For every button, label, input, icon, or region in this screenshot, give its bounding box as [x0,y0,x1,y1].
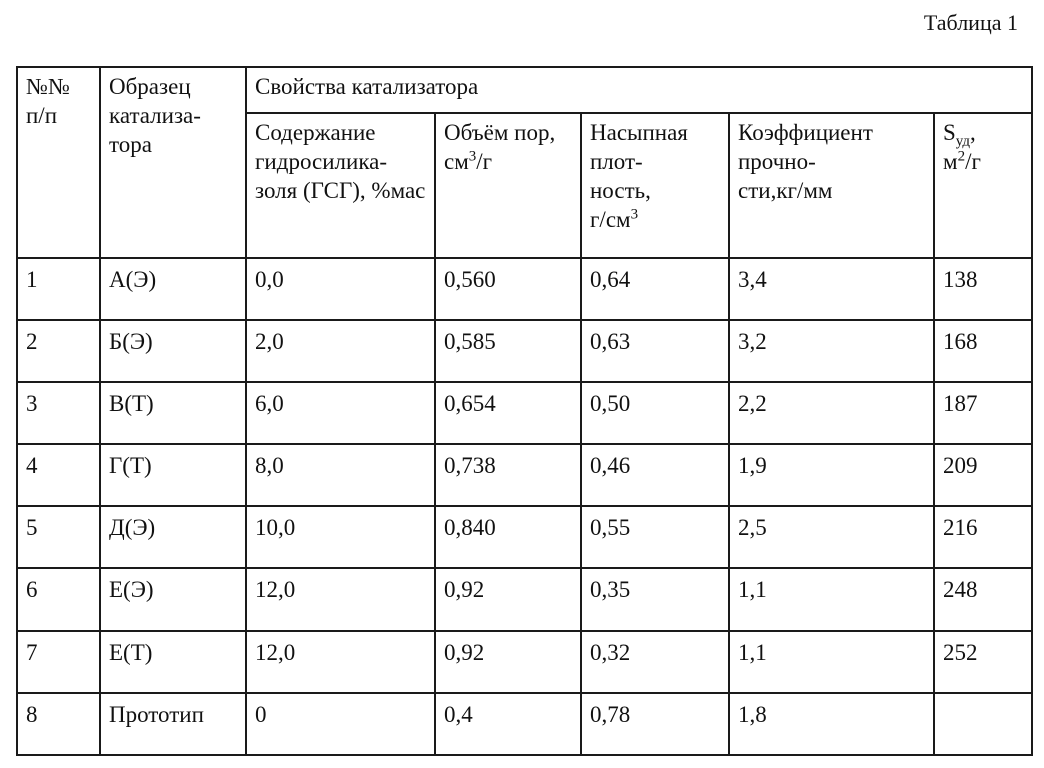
cell-surface-area [934,693,1032,755]
table-caption: Таблица 1 [923,10,1018,35]
cell-pore-volume: 0,654 [435,382,581,444]
table-row [17,382,1032,444]
cell-strength: 1,8 [729,693,934,755]
cell-pore-volume: 0,4 [435,693,581,755]
cell-strength: 3,2 [729,320,934,382]
table-row [17,444,1032,506]
cell-strength: 3,4 [729,258,934,320]
cell-bulk-density: 0,63 [581,320,729,382]
cell-gsg: 12,0 [246,568,435,630]
cell-surface-area: 252 [934,631,1032,693]
cell-bulk-density: 0,55 [581,506,729,568]
cell-bulk-density: 0,46 [581,444,729,506]
cell-pore-volume: 0,92 [435,631,581,693]
cell-surface-area: 138 [934,258,1032,320]
header-strength: Коэффициент прочно- сти,кг/мм [729,113,934,257]
cell-sample: Д(Э) [100,506,246,568]
cell-sample: Б(Э) [100,320,246,382]
cell-strength: 1,1 [729,631,934,693]
header-bulk-density-sup: 3 [630,206,639,223]
cell-bulk-density: 0,78 [581,693,729,755]
cell-surface-area: 216 [934,506,1032,568]
cell-num: 1 [17,258,100,320]
cell-num: 6 [17,568,100,630]
table-row [17,320,1032,382]
cell-surface-area: 209 [934,444,1032,506]
header-pore-volume-text: Объём пор, см [444,120,556,175]
cell-gsg: 0,0 [246,258,435,320]
cell-gsg: 10,0 [246,506,435,568]
header-surface-sup: 2 [957,148,966,165]
cell-num: 8 [17,693,100,755]
cell-pore-volume: 0,92 [435,568,581,630]
cell-pore-volume: 0,560 [435,258,581,320]
table-row [17,631,1032,693]
table-row [17,506,1032,568]
cell-sample: В(Т) [100,382,246,444]
cell-strength: 2,2 [729,382,934,444]
header-surface-s: S [943,120,956,146]
cell-pore-volume: 0,738 [435,444,581,506]
header-gsg-content: Содержание гидросилика-золя (ГСГ), %мас [246,113,435,257]
header-pore-volume [435,113,581,257]
cell-num: 3 [17,382,100,444]
cell-num: 2 [17,320,100,382]
cell-pore-volume: 0,585 [435,320,581,382]
cell-sample: Прототип [100,693,246,755]
header-num: №№ п/п [17,67,100,258]
cell-surface-area: 168 [934,320,1032,382]
cell-gsg: 2,0 [246,320,435,382]
cell-bulk-density: 0,32 [581,631,729,693]
header-row-top [17,67,1032,113]
cell-surface-area: 187 [934,382,1032,444]
header-surface-m: м [943,149,958,175]
cell-gsg: 0 [246,693,435,755]
header-pore-volume-tail: /г [476,149,493,175]
cell-pore-volume: 0,840 [435,506,581,568]
cell-bulk-density: 0,50 [581,382,729,444]
cell-strength: 1,1 [729,568,934,630]
header-surface-sub: уд [955,133,970,150]
cell-bulk-density: 0,64 [581,258,729,320]
cell-num: 7 [17,631,100,693]
cell-num: 4 [17,444,100,506]
cell-num: 5 [17,506,100,568]
table-row [17,693,1032,755]
header-bulk-density [581,113,729,257]
cell-surface-area: 248 [934,568,1032,630]
header-sample: Образец катализа- тора [100,67,246,258]
cell-sample: А(Э) [100,258,246,320]
cell-gsg: 6,0 [246,382,435,444]
header-bulk-density-text: Насыпная плот- ность, г/см [590,120,688,233]
cell-bulk-density: 0,35 [581,568,729,630]
cell-sample: Е(Э) [100,568,246,630]
header-surface-comma: , [969,120,976,146]
table-row [17,568,1032,630]
header-pore-volume-sup: 3 [468,148,477,165]
cell-gsg: 12,0 [246,631,435,693]
catalyst-properties-table [16,66,1033,756]
header-surface-tail: /г [965,149,981,175]
table-row [17,258,1032,320]
cell-sample: Е(Т) [100,631,246,693]
cell-strength: 2,5 [729,506,934,568]
cell-gsg: 8,0 [246,444,435,506]
header-properties-group: Свойства катализатора [246,67,1032,113]
cell-sample: Г(Т) [100,444,246,506]
cell-strength: 1,9 [729,444,934,506]
header-surface-area [934,113,1032,257]
